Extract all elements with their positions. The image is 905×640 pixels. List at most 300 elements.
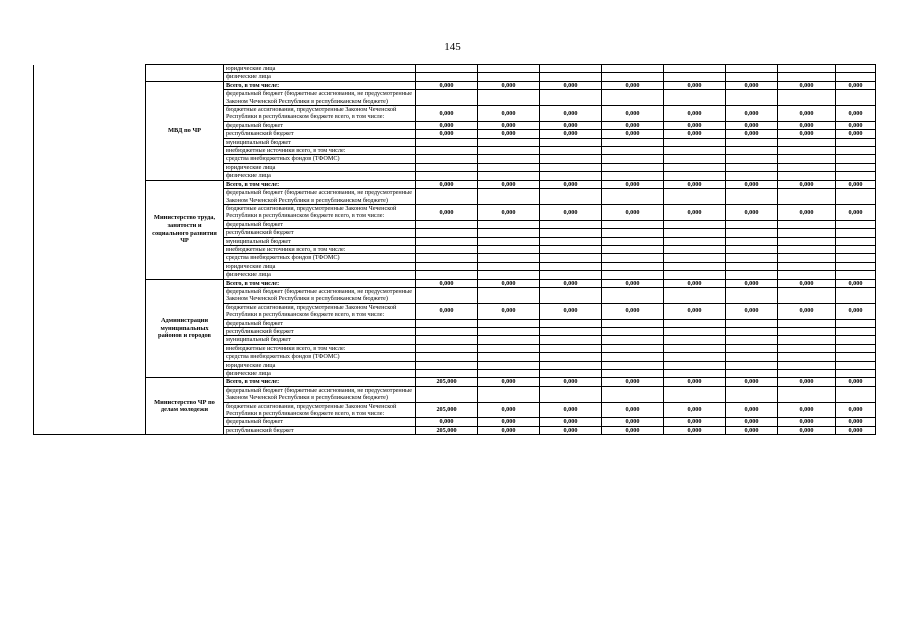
value-cell bbox=[540, 328, 602, 336]
value-cell bbox=[540, 90, 602, 106]
value-cell: 0,000 bbox=[664, 180, 726, 188]
value-cell bbox=[836, 361, 876, 369]
item-label: физические лица bbox=[224, 271, 416, 279]
value-cell bbox=[726, 271, 778, 279]
value-cell: 0,000 bbox=[778, 130, 836, 138]
value-cell bbox=[478, 220, 540, 228]
value-cell bbox=[778, 163, 836, 171]
value-cell bbox=[778, 336, 836, 344]
value-cell bbox=[664, 189, 726, 205]
value-cell: 0,000 bbox=[664, 81, 726, 89]
value-cell bbox=[664, 172, 726, 180]
value-cell bbox=[664, 336, 726, 344]
value-cell bbox=[836, 90, 876, 106]
item-label: муниципальный бюджет bbox=[224, 237, 416, 245]
item-label: Всего, в том числе: bbox=[224, 378, 416, 386]
value-cell bbox=[836, 189, 876, 205]
value-cell: 0,000 bbox=[478, 279, 540, 287]
value-cell: 0,000 bbox=[836, 180, 876, 188]
table-row bbox=[34, 279, 876, 287]
item-label: федеральный бюджет bbox=[224, 220, 416, 228]
value-cell: 0,000 bbox=[726, 418, 778, 426]
org-name-cell: МВД по ЧР bbox=[146, 81, 224, 180]
value-cell bbox=[478, 189, 540, 205]
value-cell: 0,000 bbox=[836, 204, 876, 220]
item-label: федеральный бюджет (бюджетные ассигнования, не предусмотренные Законом Чеченской Республики в республиканском бюджете) bbox=[224, 287, 416, 303]
value-cell bbox=[778, 73, 836, 81]
value-cell: 0,000 bbox=[602, 402, 664, 418]
value-cell: 0,000 bbox=[602, 204, 664, 220]
value-cell: 0,000 bbox=[478, 418, 540, 426]
value-cell bbox=[778, 245, 836, 253]
org-name-cell bbox=[146, 65, 224, 82]
value-cell: 0,000 bbox=[602, 426, 664, 434]
item-label: республиканский бюджет bbox=[224, 130, 416, 138]
value-cell bbox=[664, 229, 726, 237]
value-cell: 0,000 bbox=[836, 303, 876, 319]
value-cell bbox=[664, 138, 726, 146]
value-cell: 0,000 bbox=[478, 378, 540, 386]
value-cell bbox=[602, 271, 664, 279]
value-cell: 0,000 bbox=[778, 106, 836, 122]
value-cell bbox=[478, 370, 540, 378]
value-cell: 0,000 bbox=[416, 121, 478, 129]
value-cell: 205,000 bbox=[416, 378, 478, 386]
value-cell bbox=[416, 220, 478, 228]
value-cell: 0,000 bbox=[778, 81, 836, 89]
item-label: бюджетные ассигнования, предусмотренные Законом Чеченской Республики в республиканском бюджете всего, в том числе: bbox=[224, 402, 416, 418]
value-cell bbox=[540, 344, 602, 352]
item-label: Всего, в том числе: bbox=[224, 81, 416, 89]
value-cell bbox=[416, 172, 478, 180]
value-cell bbox=[602, 189, 664, 205]
value-cell bbox=[836, 319, 876, 327]
value-cell bbox=[416, 319, 478, 327]
value-cell bbox=[416, 147, 478, 155]
value-cell bbox=[836, 138, 876, 146]
value-cell bbox=[540, 138, 602, 146]
value-cell bbox=[836, 344, 876, 352]
value-cell: 0,000 bbox=[478, 81, 540, 89]
value-cell bbox=[726, 262, 778, 270]
value-cell: 0,000 bbox=[416, 204, 478, 220]
value-cell: 0,000 bbox=[540, 378, 602, 386]
value-cell: 0,000 bbox=[602, 106, 664, 122]
value-cell bbox=[416, 73, 478, 81]
value-cell bbox=[778, 361, 836, 369]
item-label: муниципальный бюджет bbox=[224, 336, 416, 344]
value-cell bbox=[778, 189, 836, 205]
value-cell: 0,000 bbox=[540, 180, 602, 188]
value-cell bbox=[416, 237, 478, 245]
value-cell bbox=[836, 65, 876, 73]
value-cell bbox=[778, 370, 836, 378]
value-cell bbox=[836, 370, 876, 378]
value-cell bbox=[778, 328, 836, 336]
item-label: юридические лица bbox=[224, 65, 416, 73]
value-cell: 0,000 bbox=[540, 130, 602, 138]
item-label: бюджетные ассигнования, предусмотренные Законом Чеченской Республики в республиканском бюджете всего, в том числе: bbox=[224, 303, 416, 319]
value-cell bbox=[478, 361, 540, 369]
org-name-cell: Министерство ЧР по делам молодежи bbox=[146, 378, 224, 435]
value-cell bbox=[540, 254, 602, 262]
value-cell: 0,000 bbox=[778, 180, 836, 188]
value-cell bbox=[836, 262, 876, 270]
value-cell: 0,000 bbox=[416, 81, 478, 89]
value-cell bbox=[602, 262, 664, 270]
value-cell bbox=[836, 328, 876, 336]
value-cell bbox=[664, 344, 726, 352]
value-cell bbox=[540, 287, 602, 303]
value-cell: 0,000 bbox=[602, 180, 664, 188]
value-cell bbox=[540, 336, 602, 344]
value-cell bbox=[416, 344, 478, 352]
value-cell bbox=[778, 155, 836, 163]
value-cell bbox=[726, 370, 778, 378]
value-cell bbox=[602, 237, 664, 245]
value-cell bbox=[726, 172, 778, 180]
value-cell: 0,000 bbox=[602, 121, 664, 129]
item-label: федеральный бюджет (бюджетные ассигнования, не предусмотренные Законом Чеченской Республики в республиканском бюджете) bbox=[224, 90, 416, 106]
value-cell bbox=[478, 172, 540, 180]
value-cell bbox=[664, 245, 726, 253]
value-cell: 0,000 bbox=[726, 106, 778, 122]
value-cell bbox=[664, 237, 726, 245]
value-cell: 0,000 bbox=[836, 121, 876, 129]
value-cell bbox=[478, 237, 540, 245]
value-cell bbox=[602, 344, 664, 352]
value-cell bbox=[726, 229, 778, 237]
value-cell bbox=[416, 370, 478, 378]
value-cell: 0,000 bbox=[540, 418, 602, 426]
value-cell bbox=[478, 138, 540, 146]
item-label: Всего, в том числе: bbox=[224, 279, 416, 287]
value-cell bbox=[778, 172, 836, 180]
value-cell bbox=[540, 65, 602, 73]
value-cell: 0,000 bbox=[602, 279, 664, 287]
item-label: федеральный бюджет (бюджетные ассигнования, не предусмотренные Законом Чеченской Республики в республиканском бюджете) bbox=[224, 386, 416, 402]
value-cell bbox=[478, 353, 540, 361]
value-cell bbox=[836, 254, 876, 262]
value-cell bbox=[726, 319, 778, 327]
value-cell bbox=[602, 336, 664, 344]
value-cell bbox=[602, 73, 664, 81]
value-cell: 0,000 bbox=[602, 303, 664, 319]
value-cell bbox=[664, 155, 726, 163]
value-cell: 0,000 bbox=[540, 426, 602, 434]
value-cell bbox=[602, 90, 664, 106]
value-cell bbox=[602, 163, 664, 171]
value-cell: 0,000 bbox=[836, 418, 876, 426]
table-row bbox=[34, 65, 876, 73]
value-cell: 0,000 bbox=[836, 106, 876, 122]
value-cell bbox=[836, 220, 876, 228]
value-cell bbox=[726, 163, 778, 171]
value-cell bbox=[778, 262, 836, 270]
value-cell bbox=[664, 254, 726, 262]
value-cell bbox=[416, 336, 478, 344]
value-cell: 0,000 bbox=[478, 426, 540, 434]
value-cell: 0,000 bbox=[726, 130, 778, 138]
value-cell bbox=[602, 172, 664, 180]
item-label: Всего, в том числе: bbox=[224, 180, 416, 188]
value-cell bbox=[664, 328, 726, 336]
value-cell: 0,000 bbox=[778, 378, 836, 386]
value-cell bbox=[416, 361, 478, 369]
value-cell bbox=[416, 189, 478, 205]
value-cell bbox=[602, 155, 664, 163]
value-cell bbox=[416, 90, 478, 106]
value-cell: 0,000 bbox=[836, 426, 876, 434]
value-cell bbox=[726, 353, 778, 361]
value-cell bbox=[540, 229, 602, 237]
value-cell bbox=[778, 65, 836, 73]
value-cell bbox=[664, 370, 726, 378]
value-cell bbox=[778, 319, 836, 327]
item-label: федеральный бюджет (бюджетные ассигнования, не предусмотренные Законом Чеченской Республики в республиканском бюджете) bbox=[224, 189, 416, 205]
value-cell bbox=[836, 237, 876, 245]
value-cell: 0,000 bbox=[664, 121, 726, 129]
value-cell: 0,000 bbox=[540, 106, 602, 122]
value-cell bbox=[478, 328, 540, 336]
value-cell bbox=[726, 90, 778, 106]
item-label: федеральный бюджет bbox=[224, 418, 416, 426]
value-cell bbox=[540, 245, 602, 253]
value-cell: 0,000 bbox=[416, 130, 478, 138]
value-cell bbox=[778, 353, 836, 361]
value-cell bbox=[664, 287, 726, 303]
value-cell bbox=[540, 319, 602, 327]
value-cell bbox=[602, 65, 664, 73]
value-cell bbox=[664, 262, 726, 270]
value-cell: 0,000 bbox=[478, 106, 540, 122]
table-row bbox=[34, 81, 876, 89]
value-cell: 0,000 bbox=[778, 303, 836, 319]
org-name-cell: Администрации муниципальных районов и городов bbox=[146, 279, 224, 378]
value-cell bbox=[416, 163, 478, 171]
value-cell bbox=[416, 271, 478, 279]
value-cell bbox=[726, 344, 778, 352]
value-cell: 0,000 bbox=[478, 130, 540, 138]
value-cell: 0,000 bbox=[478, 303, 540, 319]
value-cell bbox=[836, 271, 876, 279]
value-cell: 0,000 bbox=[602, 130, 664, 138]
value-cell bbox=[602, 386, 664, 402]
value-cell bbox=[664, 319, 726, 327]
value-cell bbox=[836, 336, 876, 344]
value-cell bbox=[478, 287, 540, 303]
value-cell: 0,000 bbox=[602, 378, 664, 386]
value-cell: 0,000 bbox=[726, 121, 778, 129]
value-cell bbox=[836, 287, 876, 303]
value-cell bbox=[664, 90, 726, 106]
value-cell: 0,000 bbox=[836, 279, 876, 287]
value-cell bbox=[478, 229, 540, 237]
item-label: средства внебюджетных фондов (ТФОМС) bbox=[224, 353, 416, 361]
value-cell: 0,000 bbox=[478, 121, 540, 129]
value-cell bbox=[836, 147, 876, 155]
value-cell bbox=[416, 262, 478, 270]
value-cell: 0,000 bbox=[602, 81, 664, 89]
value-cell bbox=[416, 155, 478, 163]
value-cell bbox=[664, 163, 726, 171]
value-cell bbox=[540, 172, 602, 180]
value-cell bbox=[726, 147, 778, 155]
value-cell: 0,000 bbox=[478, 402, 540, 418]
value-cell bbox=[778, 138, 836, 146]
value-cell: 205,000 bbox=[416, 402, 478, 418]
value-cell bbox=[416, 287, 478, 303]
value-cell: 0,000 bbox=[416, 279, 478, 287]
value-cell bbox=[602, 147, 664, 155]
value-cell: 0,000 bbox=[540, 279, 602, 287]
table-body bbox=[34, 65, 876, 435]
value-cell bbox=[726, 386, 778, 402]
value-cell bbox=[602, 229, 664, 237]
value-cell bbox=[778, 287, 836, 303]
value-cell: 0,000 bbox=[726, 180, 778, 188]
item-label: муниципальный бюджет bbox=[224, 138, 416, 146]
value-cell bbox=[726, 65, 778, 73]
value-cell bbox=[416, 328, 478, 336]
value-cell: 0,000 bbox=[540, 402, 602, 418]
value-cell: 0,000 bbox=[726, 402, 778, 418]
value-cell: 0,000 bbox=[416, 180, 478, 188]
value-cell bbox=[478, 90, 540, 106]
value-cell bbox=[726, 220, 778, 228]
value-cell: 0,000 bbox=[416, 303, 478, 319]
value-cell: 0,000 bbox=[778, 418, 836, 426]
value-cell bbox=[836, 155, 876, 163]
value-cell: 0,000 bbox=[836, 378, 876, 386]
value-cell bbox=[478, 65, 540, 73]
item-label: бюджетные ассигнования, предусмотренные Законом Чеченской Республики в республиканском бюджете всего, в том числе: bbox=[224, 204, 416, 220]
value-cell bbox=[540, 237, 602, 245]
value-cell bbox=[664, 65, 726, 73]
value-cell bbox=[478, 319, 540, 327]
value-cell: 0,000 bbox=[664, 279, 726, 287]
value-cell: 0,000 bbox=[664, 402, 726, 418]
value-cell bbox=[540, 353, 602, 361]
value-cell bbox=[664, 361, 726, 369]
item-label: физические лица bbox=[224, 172, 416, 180]
value-cell bbox=[478, 344, 540, 352]
item-label: республиканский бюджет bbox=[224, 229, 416, 237]
value-cell bbox=[836, 386, 876, 402]
value-cell bbox=[540, 271, 602, 279]
item-label: федеральный бюджет bbox=[224, 121, 416, 129]
value-cell bbox=[478, 336, 540, 344]
value-cell bbox=[778, 237, 836, 245]
value-cell bbox=[602, 245, 664, 253]
value-cell: 0,000 bbox=[664, 106, 726, 122]
value-cell: 0,000 bbox=[778, 121, 836, 129]
value-cell bbox=[478, 254, 540, 262]
value-cell bbox=[416, 138, 478, 146]
value-cell bbox=[778, 386, 836, 402]
value-cell bbox=[726, 237, 778, 245]
value-cell bbox=[778, 344, 836, 352]
value-cell bbox=[726, 336, 778, 344]
value-cell: 0,000 bbox=[726, 81, 778, 89]
table-row bbox=[34, 378, 876, 386]
value-cell: 0,000 bbox=[478, 204, 540, 220]
value-cell bbox=[664, 271, 726, 279]
value-cell bbox=[836, 172, 876, 180]
value-cell bbox=[540, 386, 602, 402]
value-cell bbox=[602, 138, 664, 146]
value-cell bbox=[778, 90, 836, 106]
value-cell bbox=[540, 220, 602, 228]
value-cell bbox=[778, 229, 836, 237]
value-cell bbox=[664, 73, 726, 81]
item-label: физические лица bbox=[224, 370, 416, 378]
item-label: внебюджетные источники всего, в том числе: bbox=[224, 245, 416, 253]
value-cell: 0,000 bbox=[836, 130, 876, 138]
value-cell: 0,000 bbox=[664, 130, 726, 138]
value-cell bbox=[664, 386, 726, 402]
item-label: внебюджетные источники всего, в том числе: bbox=[224, 147, 416, 155]
value-cell bbox=[778, 220, 836, 228]
value-cell bbox=[664, 353, 726, 361]
value-cell bbox=[836, 353, 876, 361]
value-cell: 0,000 bbox=[664, 378, 726, 386]
value-cell bbox=[836, 163, 876, 171]
value-cell bbox=[726, 155, 778, 163]
value-cell: 0,000 bbox=[664, 418, 726, 426]
value-cell bbox=[478, 155, 540, 163]
value-cell bbox=[540, 262, 602, 270]
value-cell: 0,000 bbox=[664, 303, 726, 319]
value-cell: 0,000 bbox=[478, 180, 540, 188]
value-cell: 0,000 bbox=[602, 418, 664, 426]
value-cell bbox=[478, 262, 540, 270]
value-cell: 0,000 bbox=[540, 204, 602, 220]
value-cell: 0,000 bbox=[726, 279, 778, 287]
value-cell bbox=[478, 245, 540, 253]
value-cell: 0,000 bbox=[836, 81, 876, 89]
value-cell: 0,000 bbox=[726, 204, 778, 220]
value-cell: 0,000 bbox=[664, 204, 726, 220]
value-cell bbox=[602, 254, 664, 262]
first-column-cell bbox=[34, 65, 146, 435]
value-cell bbox=[602, 353, 664, 361]
value-cell bbox=[726, 138, 778, 146]
value-cell bbox=[778, 271, 836, 279]
value-cell: 0,000 bbox=[540, 303, 602, 319]
item-label: внебюджетные источники всего, в том числе: bbox=[224, 344, 416, 352]
value-cell: 205,000 bbox=[416, 426, 478, 434]
value-cell bbox=[836, 73, 876, 81]
value-cell bbox=[478, 147, 540, 155]
value-cell bbox=[602, 319, 664, 327]
value-cell bbox=[416, 229, 478, 237]
value-cell bbox=[836, 245, 876, 253]
value-cell bbox=[664, 220, 726, 228]
value-cell bbox=[416, 254, 478, 262]
value-cell bbox=[416, 386, 478, 402]
item-label: республиканский бюджет bbox=[224, 426, 416, 434]
value-cell bbox=[836, 229, 876, 237]
page-number: 145 bbox=[444, 41, 461, 53]
value-cell: 0,000 bbox=[416, 106, 478, 122]
value-cell bbox=[726, 287, 778, 303]
value-cell bbox=[478, 163, 540, 171]
item-label: юридические лица bbox=[224, 262, 416, 270]
value-cell: 0,000 bbox=[664, 426, 726, 434]
value-cell bbox=[540, 155, 602, 163]
value-cell bbox=[726, 254, 778, 262]
